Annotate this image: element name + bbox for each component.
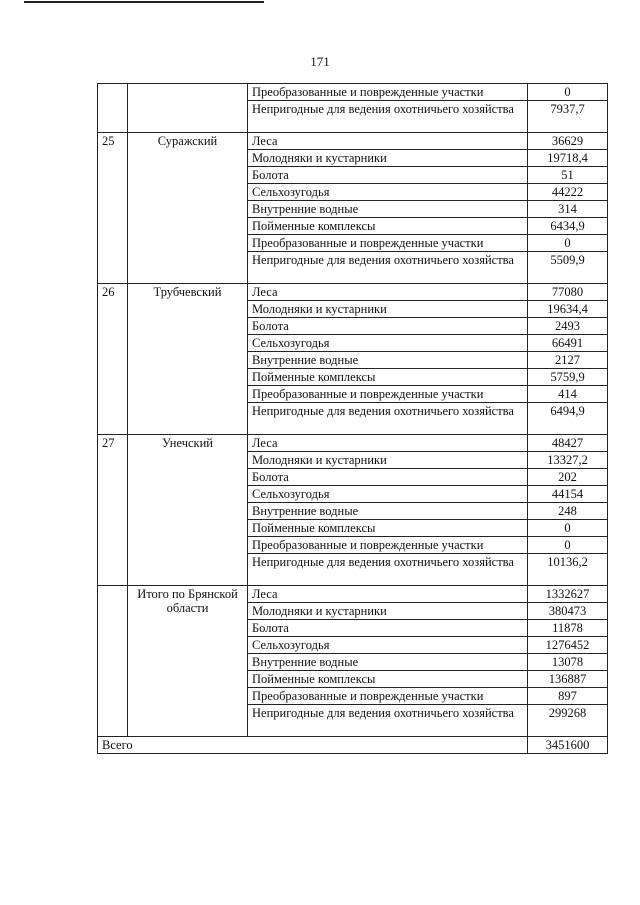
value-cell: 6434,9 [528, 218, 608, 235]
row-number-cell: 26 [98, 284, 128, 435]
district-name-cell: Унечский [128, 435, 248, 586]
category-cell: Непригодные для ведения охотничьего хозяйства [248, 101, 528, 133]
value-cell: 0 [528, 520, 608, 537]
category-cell: Пойменные комплексы [248, 671, 528, 688]
value-cell: 19718,4 [528, 150, 608, 167]
value-cell: 0 [528, 235, 608, 252]
category-cell: Болота [248, 167, 528, 184]
value-cell: 36629 [528, 133, 608, 150]
district-name-cell: Суражский [128, 133, 248, 284]
value-cell: 66491 [528, 335, 608, 352]
category-cell: Непригодные для ведения охотничьего хозяйства [248, 403, 528, 435]
category-cell: Внутренние водные [248, 654, 528, 671]
table-body [98, 84, 608, 754]
category-cell: Преобразованные и поврежденные участки [248, 688, 528, 705]
total-row [98, 737, 608, 754]
value-cell: 0 [528, 537, 608, 554]
value-cell: 248 [528, 503, 608, 520]
land-category-table [97, 83, 608, 754]
value-cell: 0 [528, 84, 608, 101]
value-cell: 77080 [528, 284, 608, 301]
category-cell: Болота [248, 620, 528, 637]
category-cell: Болота [248, 469, 528, 486]
page-number: 171 [310, 54, 330, 69]
category-cell: Молодняки и кустарники [248, 150, 528, 167]
table-row [98, 586, 608, 603]
category-cell: Непригодные для ведения охотничьего хозяйства [248, 705, 528, 737]
category-cell: Болота [248, 318, 528, 335]
category-cell: Леса [248, 133, 528, 150]
category-cell: Непригодные для ведения охотничьего хозяйства [248, 554, 528, 586]
value-cell: 136887 [528, 671, 608, 688]
category-cell: Преобразованные и поврежденные участки [248, 84, 528, 101]
category-cell: Пойменные комплексы [248, 369, 528, 386]
category-cell: Сельхозугодья [248, 335, 528, 352]
category-cell: Внутренние водные [248, 201, 528, 218]
category-cell: Внутренние водные [248, 503, 528, 520]
district-name-cell: Трубчевский [128, 284, 248, 435]
category-cell: Леса [248, 284, 528, 301]
category-cell: Пойменные комплексы [248, 218, 528, 235]
district-name-cell: Итого по Брянской области [128, 586, 248, 737]
value-cell: 10136,2 [528, 554, 608, 586]
table-row [98, 133, 608, 150]
category-cell: Сельхозугодья [248, 637, 528, 654]
value-cell: 13327,2 [528, 452, 608, 469]
value-cell: 6494,9 [528, 403, 608, 435]
category-cell: Непригодные для ведения охотничьего хозяйства [248, 252, 528, 284]
value-cell: 414 [528, 386, 608, 403]
value-cell: 2493 [528, 318, 608, 335]
value-cell: 897 [528, 688, 608, 705]
table-row [98, 284, 608, 301]
value-cell: 51 [528, 167, 608, 184]
value-cell: 5509,9 [528, 252, 608, 284]
row-number-cell [98, 84, 128, 133]
category-cell: Сельхозугодья [248, 184, 528, 201]
value-cell: 13078 [528, 654, 608, 671]
category-cell: Молодняки и кустарники [248, 603, 528, 620]
category-cell: Молодняки и кустарники [248, 452, 528, 469]
row-number-cell: 25 [98, 133, 128, 284]
category-cell: Леса [248, 586, 528, 603]
category-cell: Молодняки и кустарники [248, 301, 528, 318]
total-value-cell: 3451600 [528, 737, 608, 754]
total-label-cell: Всего [98, 737, 528, 754]
category-cell: Преобразованные и поврежденные участки [248, 537, 528, 554]
value-cell: 11878 [528, 620, 608, 637]
top-rule [24, 1, 264, 3]
table-row [98, 84, 608, 101]
category-cell: Преобразованные и поврежденные участки [248, 235, 528, 252]
value-cell: 1332627 [528, 586, 608, 603]
category-cell: Сельхозугодья [248, 486, 528, 503]
value-cell: 202 [528, 469, 608, 486]
value-cell: 19634,4 [528, 301, 608, 318]
value-cell: 2127 [528, 352, 608, 369]
district-name-cell [128, 84, 248, 133]
value-cell: 48427 [528, 435, 608, 452]
value-cell: 1276452 [528, 637, 608, 654]
value-cell: 7937,7 [528, 101, 608, 133]
value-cell: 44222 [528, 184, 608, 201]
value-cell: 5759,9 [528, 369, 608, 386]
category-cell: Преобразованные и поврежденные участки [248, 386, 528, 403]
row-number-cell: 27 [98, 435, 128, 586]
category-cell: Леса [248, 435, 528, 452]
row-number-cell [98, 586, 128, 737]
value-cell: 380473 [528, 603, 608, 620]
table-row [98, 435, 608, 452]
value-cell: 314 [528, 201, 608, 218]
category-cell: Пойменные комплексы [248, 520, 528, 537]
value-cell: 44154 [528, 486, 608, 503]
value-cell: 299268 [528, 705, 608, 737]
category-cell: Внутренние водные [248, 352, 528, 369]
